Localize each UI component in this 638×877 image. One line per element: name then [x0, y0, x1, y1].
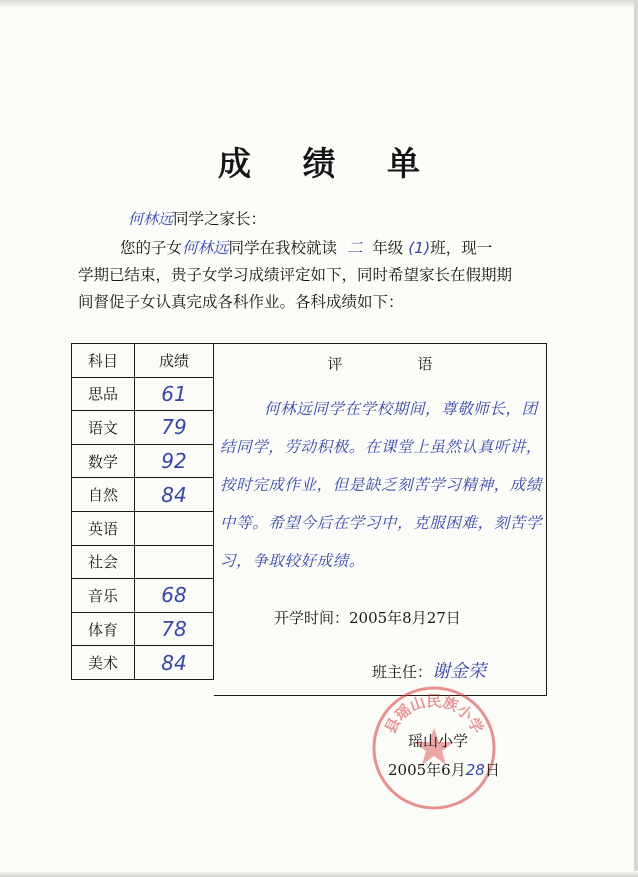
school-name: 瑶山小学 — [408, 732, 469, 750]
table-row — [72, 612, 214, 646]
score-cell: 79 — [135, 411, 214, 445]
intro-prefix: 您的子女 — [120, 239, 183, 257]
date-suffix: 日 — [484, 761, 500, 779]
scan-edge-right — [634, 0, 638, 877]
scan-edge-top — [0, 0, 638, 8]
handwritten-student-name: 何林远 — [128, 210, 174, 228]
table-row — [72, 478, 214, 512]
subject-header: 科目 — [72, 344, 135, 378]
scan-edge-bottom — [0, 871, 638, 877]
grades-header-row — [72, 344, 214, 378]
intro-line-1 — [120, 236, 492, 258]
table-row — [72, 411, 214, 445]
document-title: 成 绩 单 — [218, 144, 440, 183]
score-header: 成绩 — [135, 344, 214, 378]
greeting-suffix: 同学之家长： — [173, 210, 267, 228]
start-date: 开学时间：2005年8月27日 — [274, 609, 461, 627]
subject-cell: 语文 — [72, 411, 135, 445]
table-row — [72, 646, 214, 680]
intro-middle: 同学在我校就读 — [228, 239, 338, 257]
score-cell: 92 — [135, 444, 214, 478]
teacher-signature-line — [372, 657, 486, 683]
handwritten-day: 28 — [465, 761, 485, 779]
score-cell — [135, 545, 214, 579]
subject-cell: 音乐 — [72, 579, 135, 613]
greeting-line — [128, 207, 266, 229]
handwritten-class: (1) — [408, 239, 431, 257]
table-row — [72, 511, 214, 545]
subject-cell: 美术 — [72, 646, 135, 680]
comment-header: 评 语 — [327, 355, 463, 373]
intro-line-3: 间督促子女认真完成各科作业。各科成绩如下： — [78, 293, 404, 311]
score-cell: 61 — [135, 377, 214, 411]
handwritten-comment: 何林远同学在学校期间，尊敬师长，团结同学，劳动积极。在课堂上虽然认真听讲，按时完成作业，但是缺乏刻苦学习精神，成绩中等。希望今后在学习中，克服困难，刻苦学习，争取较好成绩。 — [220, 400, 543, 570]
table-row — [72, 579, 214, 613]
score-cell — [135, 511, 214, 545]
subject-cell: 体育 — [72, 612, 135, 646]
handwritten-student-name-2: 何林远 — [182, 239, 229, 257]
signature-date — [388, 759, 500, 780]
table-row — [72, 444, 214, 478]
intro-line-2: 学期已结束，贵子女学习成绩评定如下，同时希望家长在假期期 — [78, 266, 513, 284]
score-cell: 84 — [135, 478, 214, 512]
handwritten-grade: 二 — [346, 239, 363, 257]
grade-label: 年级 — [372, 239, 404, 257]
subject-cell: 英语 — [72, 511, 135, 545]
subject-cell: 自然 — [72, 478, 135, 512]
score-cell: 78 — [135, 612, 214, 646]
intro-suffix: 班，现一 — [430, 239, 493, 257]
grades-table — [71, 343, 214, 680]
subject-cell: 数学 — [72, 444, 135, 478]
subject-cell: 社会 — [72, 545, 135, 579]
seal-text: 县瑶山民族小学 — [381, 692, 487, 737]
subject-cell: 思品 — [72, 377, 135, 411]
date-prefix: 2005年6月 — [388, 761, 466, 779]
score-cell: 68 — [135, 579, 214, 613]
handwritten-teacher-name: 谢金荣 — [432, 661, 487, 682]
score-cell: 84 — [135, 646, 214, 680]
table-row — [72, 545, 214, 579]
teacher-label: 班主任： — [372, 663, 433, 681]
comment-box — [214, 343, 547, 696]
table-row — [72, 377, 214, 411]
